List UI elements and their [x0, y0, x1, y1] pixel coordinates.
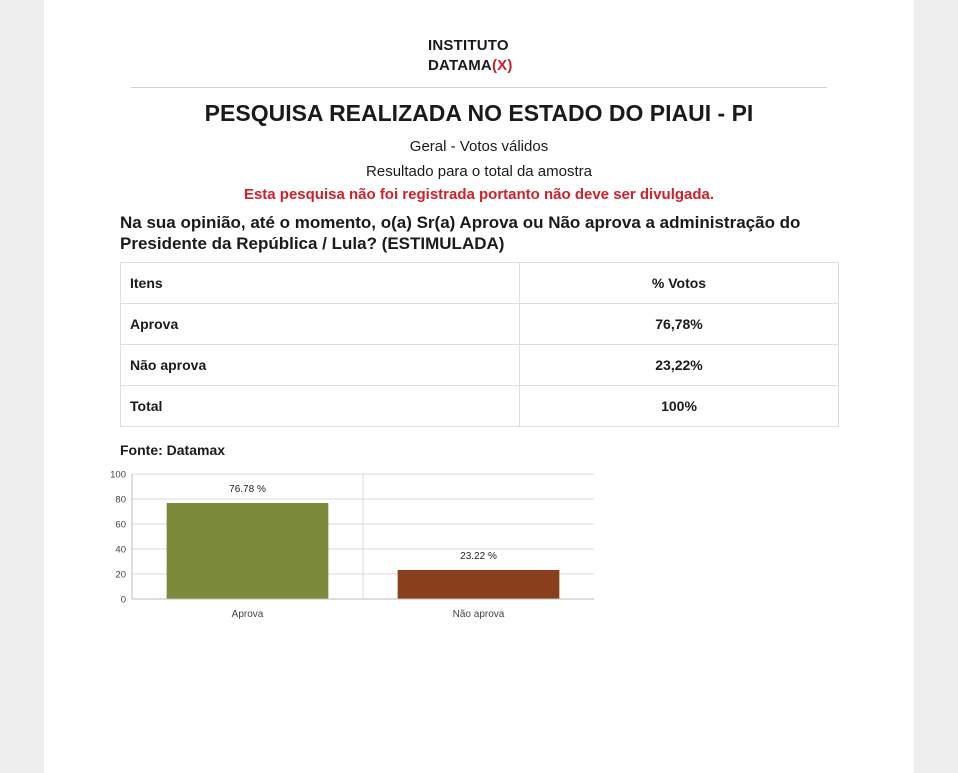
y-tick-label: 100	[110, 469, 126, 481]
row-item: Total	[121, 386, 520, 427]
table-row	[121, 345, 839, 386]
table-row	[121, 386, 839, 427]
row-item: Não aprova	[121, 345, 520, 386]
bar-aprova	[167, 503, 329, 599]
row-value: 100%	[520, 386, 839, 427]
header-divider	[131, 87, 827, 88]
results-table	[120, 262, 839, 427]
source-label: Fonte: Datamax	[120, 442, 226, 458]
warning-text: Esta pesquisa não foi registrada portanto não deve ser divulgada.	[243, 186, 715, 203]
logo-main: DATAMA	[428, 57, 492, 74]
logo-line2	[428, 56, 513, 76]
header-itens: Itens	[121, 263, 520, 304]
y-tick-label: 40	[115, 544, 126, 556]
survey-question: Na sua opinião, até o momento, o(a) Sr(a) Aprova ou Não aprova a administração do Presidente da República / Lula? (ESTIMULADA)	[120, 213, 801, 253]
table-row	[121, 304, 839, 345]
logo-paren-close: )	[507, 57, 513, 74]
y-tick-label: 60	[115, 519, 126, 531]
data-label: 23.22 %	[460, 550, 497, 562]
page-title: PESQUISA REALIZADA NO ESTADO DO PIAUI - PI	[204, 100, 754, 126]
row-item: Aprova	[121, 304, 520, 345]
logo-x: X	[497, 57, 508, 74]
logo-line1: INSTITUTO	[428, 37, 509, 54]
subtitle-amostra: Resultado para o total da amostra	[366, 163, 592, 180]
logo-paren-open: (	[491, 57, 498, 74]
datamax-logo	[428, 36, 513, 76]
y-tick-label: 80	[115, 494, 126, 506]
table-header-row	[121, 263, 839, 304]
x-tick-label: Não aprova	[452, 609, 505, 620]
y-tick-label: 0	[120, 594, 126, 606]
bar-chart	[104, 462, 604, 632]
report-page	[44, 0, 914, 773]
header-votos: % Votos	[520, 263, 839, 304]
y-tick-label: 20	[115, 569, 126, 581]
data-label: 76.78 %	[229, 484, 266, 496]
x-tick-label: Aprova	[231, 609, 264, 620]
row-value: 23,22%	[520, 345, 839, 386]
row-value: 76,78%	[520, 304, 839, 345]
subtitle-votos: Geral - Votos válidos	[409, 138, 549, 155]
bar-nao-aprova	[398, 570, 560, 599]
